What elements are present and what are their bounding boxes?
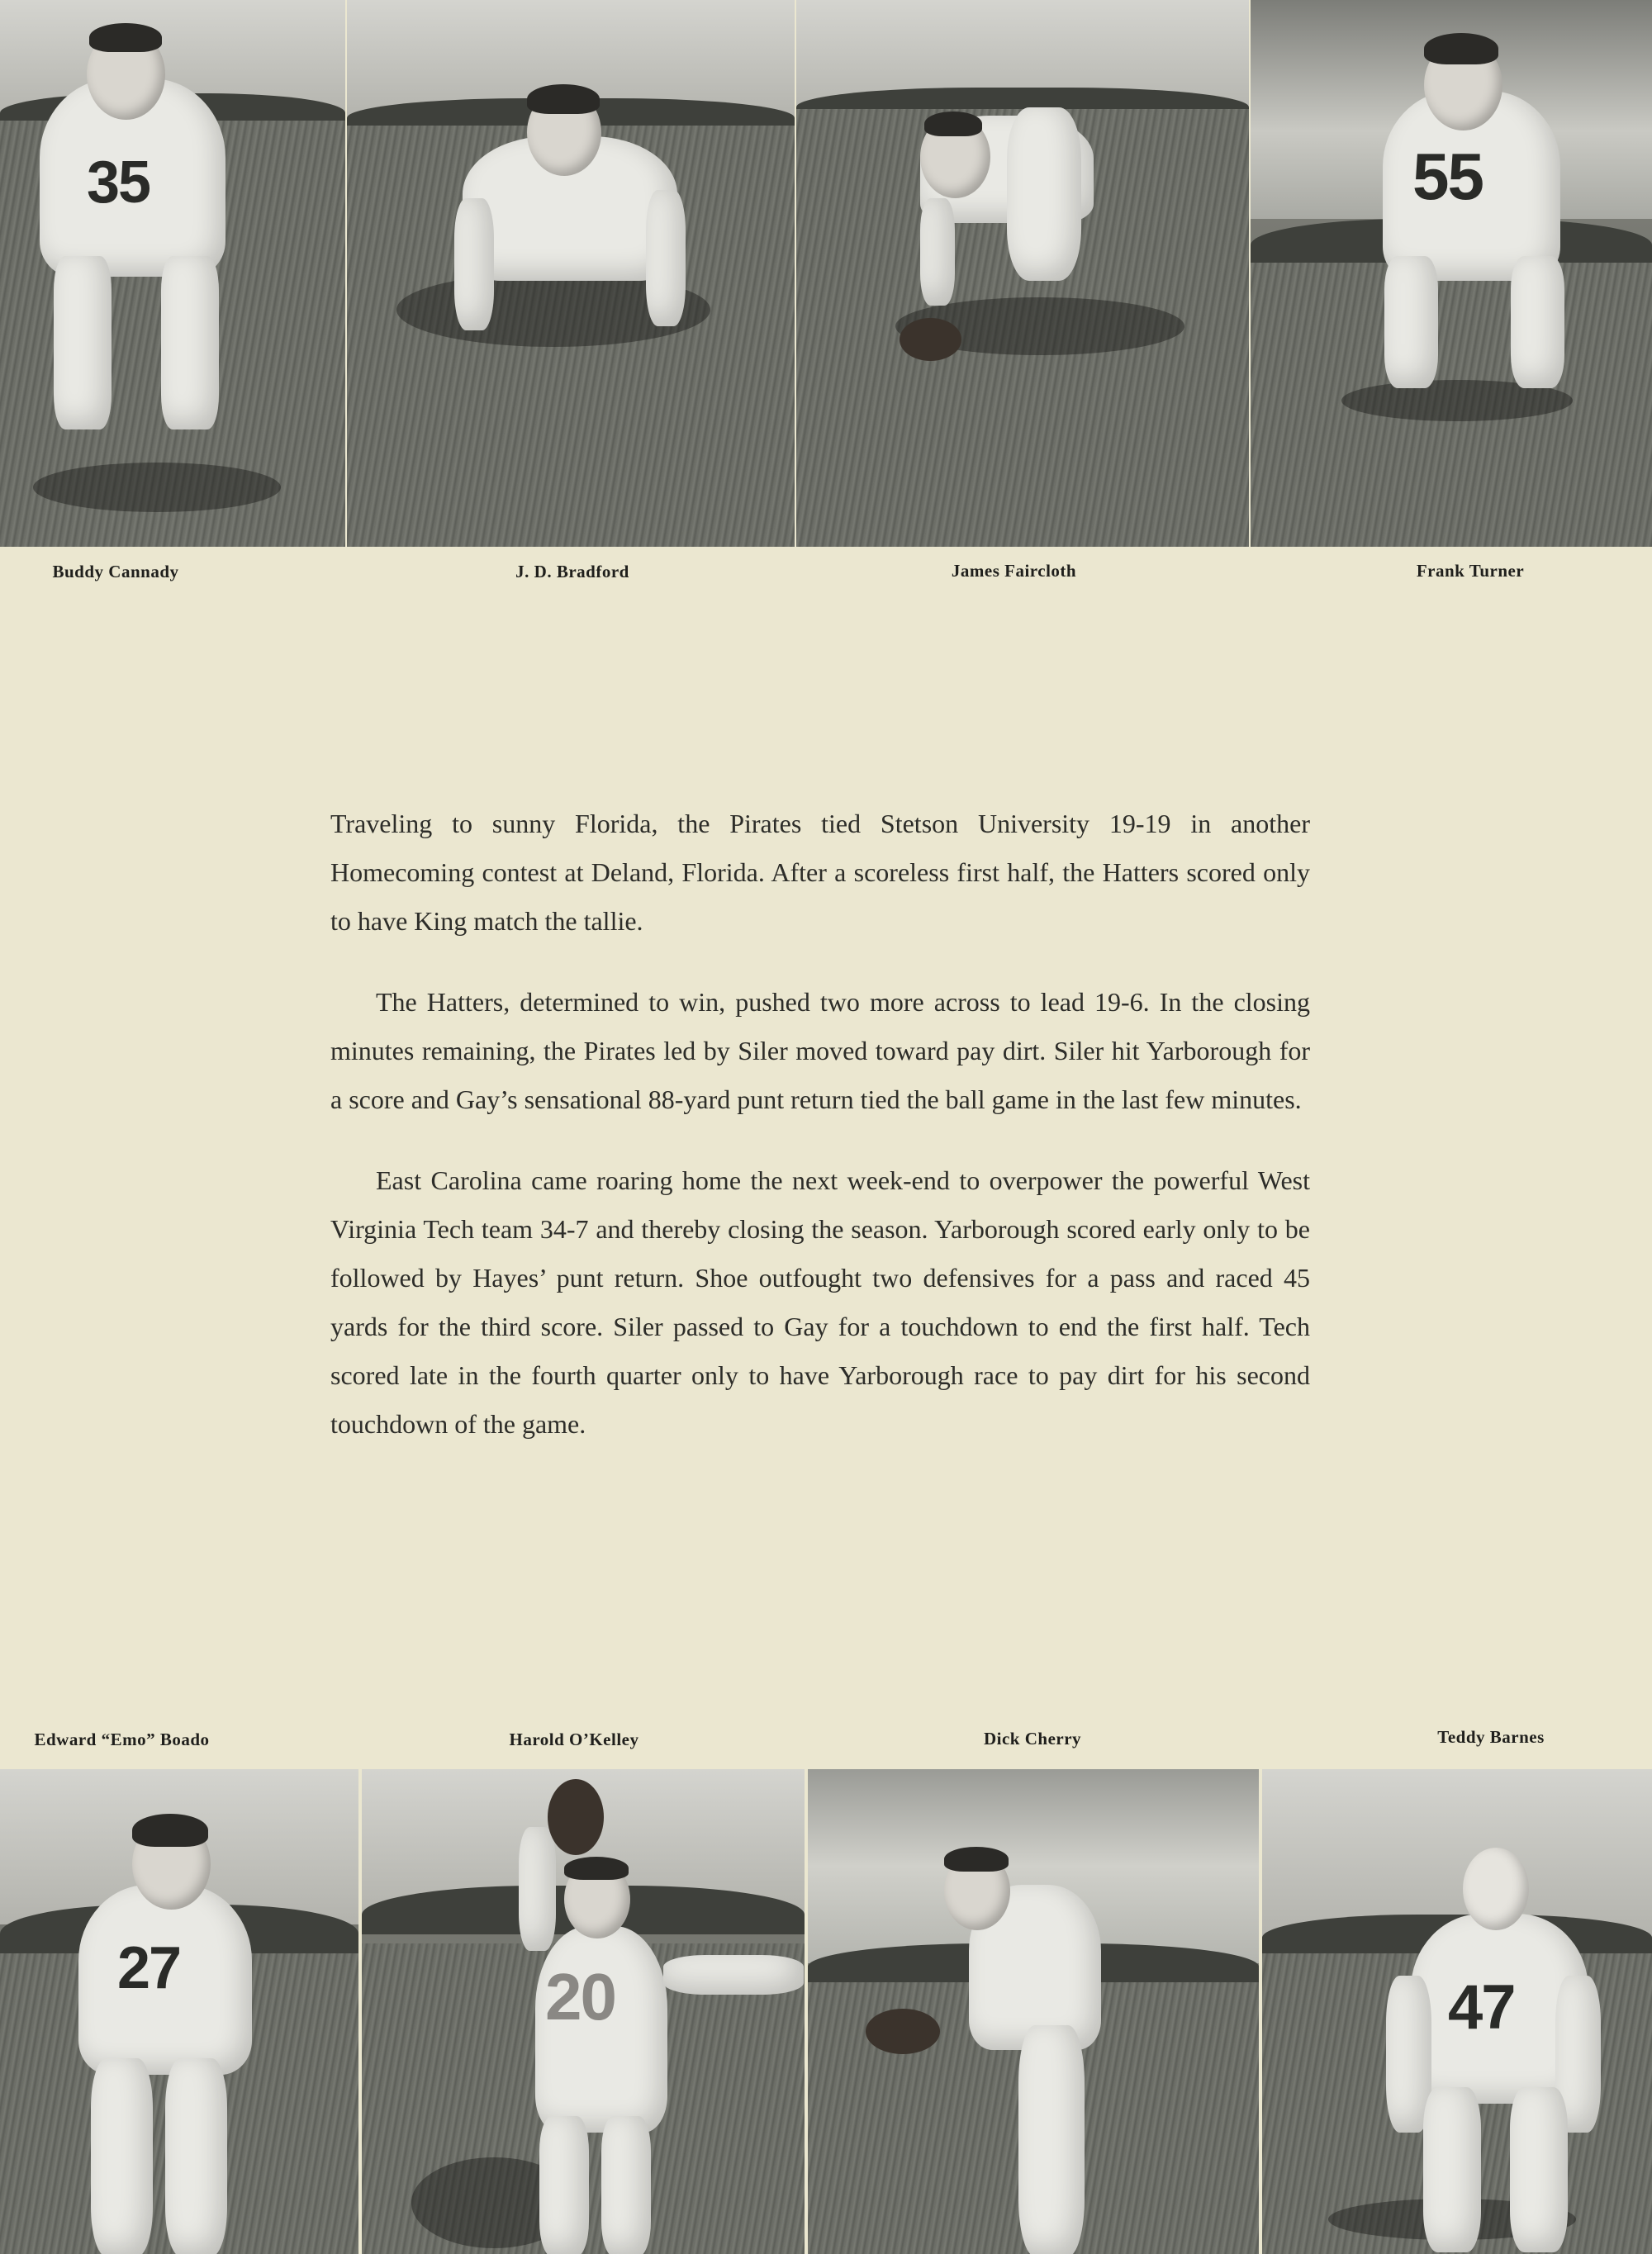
caption-teddy-barnes: Teddy Barnes bbox=[1437, 1727, 1545, 1747]
player-photo-frank-turner bbox=[1251, 0, 1652, 547]
caption-buddy-cannady: Buddy Cannady bbox=[52, 562, 179, 581]
jersey-number: 27 bbox=[117, 1935, 181, 2001]
jersey-number: 35 bbox=[87, 149, 150, 216]
caption-dick-cherry: Dick Cherry bbox=[983, 1729, 1082, 1749]
caption-jd-bradford: J. D. Bradford bbox=[515, 562, 629, 581]
player-photo-harold-okelley bbox=[362, 1769, 805, 2254]
article-paragraph: Traveling to sunny Florida, the Pirates tied Stetson University 19-19 in another Homecoming contest at Deland, Florida. After a scoreless first half, the Hatters scored only to have King match the tallie. bbox=[330, 809, 1310, 936]
player-photo-james-faircloth bbox=[796, 0, 1249, 547]
caption-harold-okelley: Harold O’Kelley bbox=[509, 1730, 639, 1749]
article-paragraph: East Carolina came roaring home the next week-end to overpower the powerful West Virginia Tech team 34-7 and thereby closing the season. Yarborough scored early only to be followed by Hayes’ punt return. Shoe outfought two defensives for a pass and raced 45 yards for the third score. Siler passed to Gay for a touchdown to end the first half. Tech scored late in the fourth quarter only to have Yarborough race to pay dirt for his second touchdown of the game. bbox=[330, 1165, 1310, 1439]
jersey-number: 47 bbox=[1448, 1972, 1515, 2043]
player-photo-jd-bradford bbox=[347, 0, 795, 547]
caption-james-faircloth: James Faircloth bbox=[951, 561, 1077, 581]
player-photo-dick-cherry bbox=[808, 1769, 1259, 2254]
player-photo-buddy-cannady bbox=[0, 0, 345, 547]
player-photo-edward-boado bbox=[0, 1769, 358, 2254]
caption-edward-boado: Edward “Emo” Boado bbox=[34, 1730, 210, 1749]
article-paragraph: The Hatters, determined to win, pushed two more across to lead 19-6. In the closing minutes remaining, the Pirates led by Siler moved toward pay dirt. Siler hit Yarborough for a score and Gay’s sensational 88-yard punt return tied the ball game in the last few minutes. bbox=[330, 987, 1310, 1114]
jersey-number: 20 bbox=[545, 1960, 615, 2033]
jersey-number: 55 bbox=[1412, 140, 1483, 213]
player-photo-teddy-barnes bbox=[1262, 1769, 1652, 2254]
caption-frank-turner: Frank Turner bbox=[1416, 561, 1525, 581]
article-body bbox=[330, 800, 1310, 1481]
